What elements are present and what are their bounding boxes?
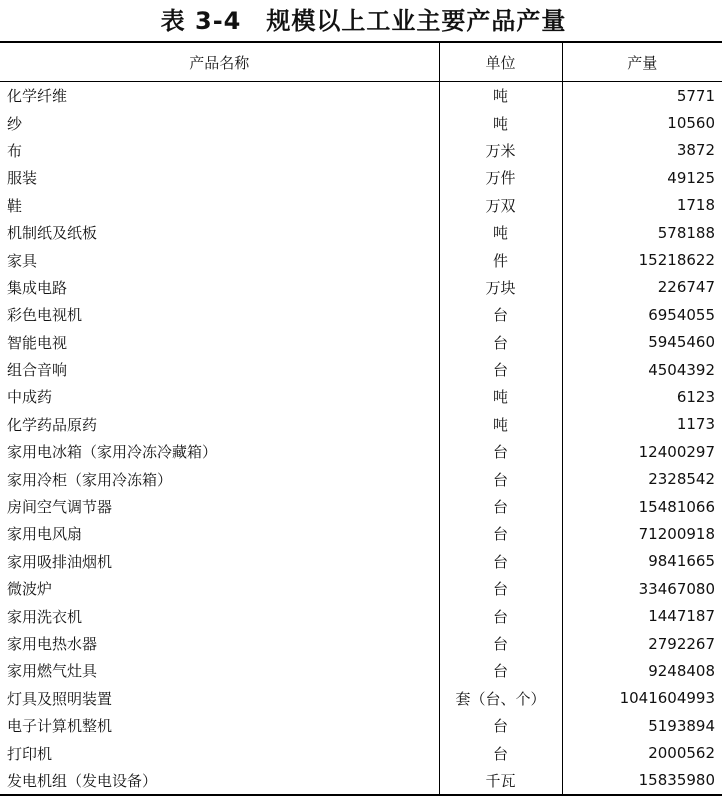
quantity-cell: 1041604993: [562, 685, 722, 712]
table-row: [0, 575, 722, 602]
quantity-cell: 15481066: [562, 493, 722, 520]
product-name-cell: 发电机组（发电设备）: [0, 767, 439, 795]
unit-cell: 台: [439, 301, 562, 328]
unit-cell: 台: [439, 602, 562, 629]
unit-cell: 台: [439, 657, 562, 684]
table-row: [0, 767, 722, 795]
quantity-cell: 6954055: [562, 301, 722, 328]
table-row: [0, 739, 722, 766]
product-name-cell: 化学药品原药: [7, 415, 98, 434]
table-row: [0, 685, 722, 712]
product-name-cell: 打印机: [7, 744, 53, 763]
quantity-cell: 2792267: [562, 630, 722, 657]
product-name-cell: 电子计算机整机: [7, 717, 113, 736]
unit-cell: 台: [439, 465, 562, 492]
unit-cell: 套（台、个）: [439, 685, 562, 712]
table-row: [0, 411, 722, 438]
quantity-cell: 12400297: [562, 438, 722, 465]
table-row: [0, 329, 722, 356]
header-row: [0, 42, 722, 82]
table-body: [0, 82, 722, 796]
table-row: [0, 657, 722, 684]
table-row: [0, 438, 722, 465]
header-unit: 单位: [439, 42, 562, 82]
product-name-cell: 鞋: [7, 196, 23, 215]
page-title: 表 3-4 规模以上工业主要产品产量: [160, 7, 567, 35]
header-product-name: 产品名称: [0, 42, 439, 82]
table-row: [0, 520, 722, 547]
table-row: [0, 219, 722, 246]
product-name-cell: 纱: [7, 114, 23, 133]
table-row: [0, 356, 722, 383]
quantity-cell: 3872: [562, 137, 722, 164]
product-name-cell: 机制纸及纸板: [7, 224, 98, 243]
product-name-cell: 家用吸排油烟机: [7, 552, 113, 571]
quantity-cell: 33467080: [562, 575, 722, 602]
table-row: [0, 164, 722, 191]
table-row: [0, 109, 722, 136]
quantity-cell: 15835980: [562, 767, 722, 795]
production-table: [0, 41, 722, 796]
table-row: [0, 493, 722, 520]
unit-cell: 万双: [439, 192, 562, 219]
quantity-cell: 71200918: [562, 520, 722, 547]
product-name-cell: 智能电视: [7, 333, 68, 352]
table-row: [0, 383, 722, 410]
quantity-cell: 4504392: [562, 356, 722, 383]
quantity-cell: 9841665: [562, 548, 722, 575]
product-name-cell: 家具: [7, 251, 38, 270]
unit-cell: 台: [439, 712, 562, 739]
product-name-cell: 彩色电视机: [7, 306, 83, 325]
unit-cell: 万件: [439, 164, 562, 191]
unit-cell: 台: [439, 356, 562, 383]
table-row: [0, 712, 722, 739]
product-name-cell: 房间空气调节器: [7, 498, 113, 517]
quantity-cell: 5193894: [562, 712, 722, 739]
quantity-cell: 1173: [562, 411, 722, 438]
product-name-cell: 布: [7, 141, 23, 160]
unit-cell: 台: [439, 630, 562, 657]
quantity-cell: 9248408: [562, 657, 722, 684]
quantity-cell: 1447187: [562, 602, 722, 629]
product-name-cell: 灯具及照明装置: [7, 689, 113, 708]
product-name-cell: 服装: [7, 169, 38, 188]
unit-cell: 吨: [439, 411, 562, 438]
table-row: [0, 82, 722, 110]
quantity-cell: 49125: [562, 164, 722, 191]
table-row: [0, 630, 722, 657]
quantity-cell: 15218622: [562, 246, 722, 273]
product-name-cell: 组合音响: [7, 361, 68, 380]
unit-cell: 台: [439, 438, 562, 465]
table-row: [0, 192, 722, 219]
unit-cell: 吨: [439, 383, 562, 410]
unit-cell: 台: [439, 520, 562, 547]
table-row: [0, 274, 722, 301]
product-name-cell: 家用燃气灶具: [7, 662, 98, 681]
unit-cell: 台: [439, 575, 562, 602]
table-row: [0, 465, 722, 492]
quantity-cell: 2000562: [562, 739, 722, 766]
unit-cell: 台: [439, 739, 562, 766]
table-row: [0, 548, 722, 575]
table-header: [0, 42, 722, 82]
product-name-cell: 中成药: [7, 388, 53, 407]
unit-cell: 台: [439, 493, 562, 520]
quantity-cell: 6123: [562, 383, 722, 410]
unit-cell: 千瓦: [439, 767, 562, 795]
table-row: [0, 602, 722, 629]
table-row: [0, 246, 722, 273]
unit-cell: 吨: [439, 219, 562, 246]
quantity-cell: 10560: [562, 109, 722, 136]
product-name-cell: 家用冷柜（家用冷冻箱）: [7, 470, 173, 489]
product-name-cell: 微波炉: [7, 580, 53, 599]
product-name-cell: 家用电冰箱（家用冷冻冷藏箱）: [7, 443, 218, 462]
unit-cell: 吨: [439, 82, 562, 110]
product-name-cell: 家用电热水器: [7, 635, 98, 653]
table-row: [0, 137, 722, 164]
quantity-cell: 1718: [562, 192, 722, 219]
product-name-cell: 集成电路: [7, 278, 68, 297]
unit-cell: 件: [439, 246, 562, 273]
unit-cell: 万米: [439, 137, 562, 164]
product-name-cell: 家用洗衣机: [7, 607, 83, 626]
header-quantity: 产量: [562, 42, 722, 82]
unit-cell: 吨: [439, 109, 562, 136]
product-name-cell: 化学纤维: [7, 87, 68, 106]
quantity-cell: 226747: [562, 274, 722, 301]
quantity-cell: 5945460: [562, 329, 722, 356]
unit-cell: 台: [439, 329, 562, 356]
quantity-cell: 2328542: [562, 465, 722, 492]
unit-cell: 台: [439, 548, 562, 575]
quantity-cell: 578188: [562, 219, 722, 246]
table-row: [0, 301, 722, 328]
quantity-cell: 5771: [562, 82, 722, 110]
unit-cell: 万块: [439, 274, 562, 301]
product-name-cell: 家用电风扇: [7, 525, 83, 544]
